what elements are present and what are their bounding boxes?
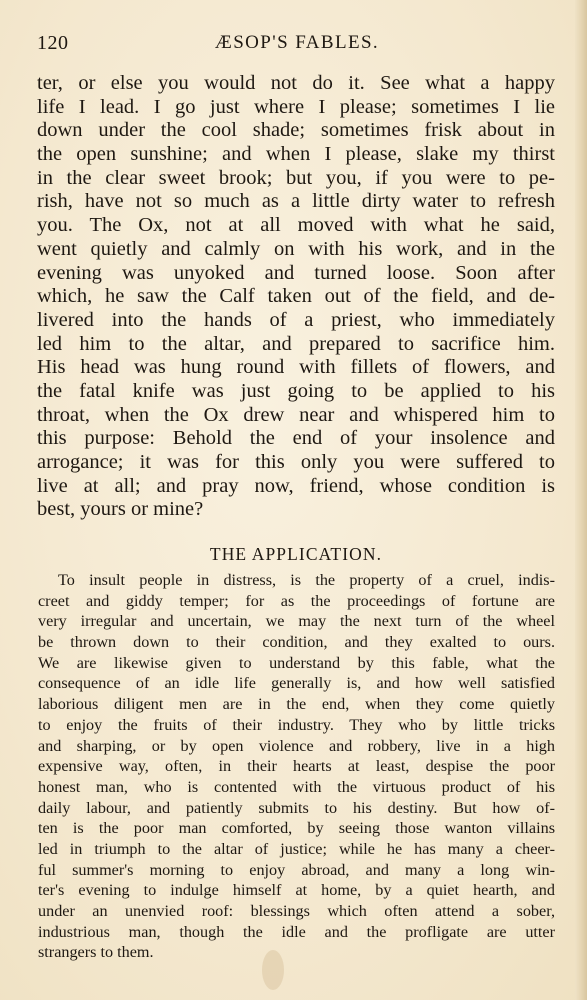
application-line: industrious man, though the idle and the profligate are utter: [38, 922, 555, 941]
application-line: consequence of an idle life generally is, and how well satisfied: [38, 674, 555, 693]
fable-line: best, yours or mine?: [37, 498, 204, 521]
fable-line: you. The Ox, not at all moved with what he said,: [37, 214, 555, 237]
application-line: honest man, who is contented with the virtuous product of his: [38, 777, 555, 796]
application-line: expensive way, often, in their hearts at least, despise the poor: [38, 757, 555, 776]
application-line: ful summer's morning to enjoy abroad, and many a long win-: [38, 860, 555, 879]
fable-line: the fatal knife was just going to be applied to his: [37, 379, 555, 402]
application-line: ten is the poor man comforted, by seeing those wanton villains: [38, 819, 555, 838]
fable-line: down under the cool shade; sometimes frisk about in: [37, 119, 555, 142]
application-text: [38, 570, 555, 963]
page-edge: [575, 0, 587, 1000]
paper-stain: [262, 950, 284, 990]
application-line: to enjoy the fruits of their industry. They who by little tricks: [38, 715, 555, 734]
fable-line: ter, or else you would not do it. See what a happy: [37, 72, 555, 94]
fable-line: led him to the altar, and prepared to sacrifice him.: [37, 332, 555, 355]
application-line: We are likewise given to understand by this fable, what the: [38, 653, 555, 672]
fable-line: His head was hung round with fillets of flowers, and: [37, 356, 555, 379]
application-heading: THE APPLICATION.: [209, 544, 383, 564]
fable-line: this purpose: Behold the end of your insolence and: [37, 427, 555, 450]
application-line: To insult people in distress, is the property of a cruel, indis-: [58, 571, 555, 589]
fable-text: [37, 72, 555, 522]
application-line: laborious diligent men are in the end, when they come quietly: [38, 695, 555, 714]
application-line: creet and giddy temper; for as the proceedings of fortune are: [38, 591, 555, 610]
fable-line: life I lead. I go just where I please; sometimes I lie: [37, 95, 555, 118]
fable-line: throat, when the Ox drew near and whispered him to: [37, 403, 555, 426]
fable-line: livered into the hands of a priest, who immediately: [37, 308, 555, 331]
application-line: be thrown down to their condition, and they exalted to ours.: [38, 633, 555, 652]
fable-line: live at all; and pray now, friend, whose condition is: [37, 474, 555, 497]
application-line: under an unenvied roof: blessings which often attend a sober,: [38, 902, 555, 920]
application-line: led in triumph to the altar of justice; while he has many a cheer-: [38, 839, 555, 858]
application-line: daily labour, and patiently submits to his destiny. But how of-: [38, 798, 555, 817]
page-number: 120: [37, 32, 69, 54]
application-line: ter's evening to indulge himself at home, by a quiet hearth, and: [38, 881, 555, 900]
running-title: ÆSOP'S FABLES.: [214, 32, 380, 53]
fable-line: the open sunshine; and when I please, slake my thirst: [37, 143, 555, 166]
fable-line: evening was unyoked and turned loose. Soon after: [37, 261, 555, 284]
fable-line: in the clear sweet brook; but you, if you were to pe-: [37, 166, 555, 189]
application-line: and sharping, or by open violence and robbery, live in a high: [38, 736, 555, 755]
running-head: [37, 30, 557, 58]
fable-line: arrogance; it was for this only you were suffered to: [37, 451, 555, 473]
fable-line: which, he saw the Calf taken out of the field, and de-: [37, 285, 555, 308]
fable-line: went quietly and calmly on with his work, and in the: [37, 237, 555, 260]
application-line: very irregular and uncertain, we may the next turn of the wheel: [38, 612, 555, 631]
fable-line: rish, have not so much as a little dirty water to refresh: [37, 190, 555, 213]
application-line: strangers to them.: [38, 943, 154, 962]
